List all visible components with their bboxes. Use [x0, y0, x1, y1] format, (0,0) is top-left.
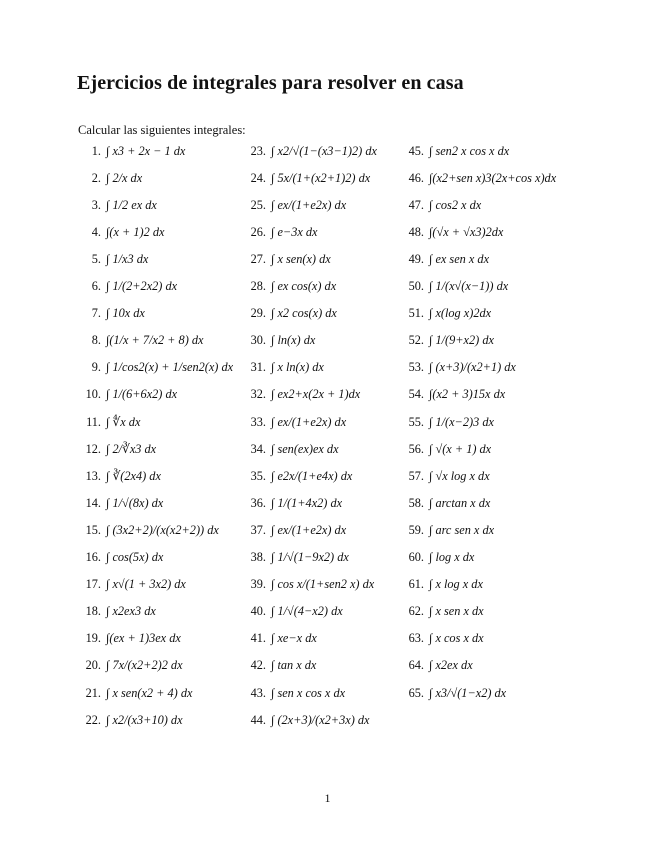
exercise-expression: ∫(ex + 1)3ex dx: [106, 631, 181, 646]
exercise-expression: ∫ x2 cos(x) dx: [271, 306, 337, 321]
exercise-number: 24.: [250, 170, 266, 185]
exercise-item: [244, 248, 331, 270]
exercise-item: [244, 194, 346, 216]
exercise-number: 28.: [250, 279, 266, 293]
exercise-item: [81, 438, 156, 460]
exercise-item: [244, 682, 345, 704]
exercise-expression: ∫ arctan x dx: [429, 495, 491, 510]
exercise-expression: ∫(x + 1)2 dx: [106, 224, 165, 239]
exercise-number: 15.: [85, 522, 101, 537]
exercise-number: 10.: [85, 387, 101, 402]
exercise-number: 52.: [408, 333, 424, 348]
exercise-number: 1.: [91, 143, 101, 158]
exercise-item: [81, 709, 183, 731]
exercise-number: 64.: [408, 658, 424, 673]
exercise-item: [244, 709, 369, 731]
exercise-expression: ∫ x3/√(1−x2) dx: [429, 685, 507, 700]
exercise-item: [404, 167, 556, 189]
exercise-expression: ∫ 1/√(8x) dx: [106, 495, 164, 510]
exercise-item: [81, 248, 148, 270]
exercise-item: [404, 465, 490, 487]
exercise-expression: ∫ (2x+3)/(x2+3x) dx: [271, 712, 370, 727]
exercise-number: 49.: [408, 251, 424, 266]
exercise-number: 25.: [250, 197, 266, 212]
exercise-number: 7.: [91, 306, 101, 321]
exercise-item: [244, 384, 360, 406]
page-title: Ejercicios de integrales para resolver en casa: [77, 72, 464, 94]
exercise-item: [404, 194, 481, 216]
exercise-expression: ∫ cos(5x) dx: [106, 550, 164, 564]
exercise-number: 36.: [250, 495, 266, 510]
exercise-number: 38.: [250, 550, 266, 564]
exercise-item: [244, 492, 342, 514]
exercise-item: [81, 465, 161, 487]
exercise-number: 13.: [85, 468, 101, 483]
exercise-number: 18.: [85, 604, 101, 619]
exercise-item: [244, 574, 374, 596]
exercise-number: 56.: [408, 441, 424, 456]
exercise-expression: ∫ x sen(x) dx: [271, 251, 331, 266]
exercise-number: 8.: [91, 333, 101, 348]
exercise-item: [81, 384, 177, 406]
exercise-item: [404, 492, 490, 514]
exercise-number: 61.: [408, 577, 424, 592]
exercise-item: [81, 628, 181, 650]
exercise-item: [404, 547, 474, 569]
exercise-expression: ∫ x3 + 2x − 1 dx: [106, 143, 186, 158]
exercise-item: [404, 519, 494, 541]
exercise-expression: ∫ √x log x dx: [429, 468, 490, 483]
exercise-number: 35.: [250, 468, 266, 483]
exercise-item: [404, 248, 489, 270]
exercise-expression: ∫ √(x + 1) dx: [429, 441, 492, 456]
exercise-expression: ∫ ln(x) dx: [271, 333, 316, 348]
exercise-number: 5.: [91, 251, 101, 266]
exercise-item: [244, 330, 315, 352]
exercise-number: 62.: [408, 604, 424, 619]
exercise-expression: ∫ sen x cos x dx: [271, 685, 346, 700]
exercise-number: 30.: [250, 333, 266, 348]
exercise-number: 4.: [91, 224, 101, 239]
exercise-expression: ∫ 2/x dx: [106, 170, 143, 185]
exercise-number: 54.: [408, 387, 424, 402]
exercise-number: 44.: [250, 712, 266, 727]
exercise-item: [81, 601, 156, 623]
exercise-item: [81, 547, 163, 569]
exercise-item: [244, 438, 339, 460]
exercise-item: [244, 628, 317, 650]
exercise-number: 41.: [250, 631, 266, 646]
exercise-item: [81, 411, 140, 433]
exercise-expression: ∫ (3x2+2)/(x(x2+2)) dx: [106, 522, 219, 537]
exercise-item: [244, 547, 349, 569]
exercise-number: 3.: [91, 197, 101, 212]
instructions: Calcular las siguientes integrales:: [78, 123, 246, 137]
exercise-expression: ∫ 10x dx: [106, 306, 145, 321]
exercise-expression: ∫ x2/(x3+10) dx: [106, 712, 183, 727]
exercise-number: 46.: [408, 170, 424, 185]
exercise-item: [404, 628, 484, 650]
exercise-number: 9.: [91, 360, 101, 375]
exercise-number: 65.: [408, 685, 424, 700]
exercise-number: 16.: [85, 550, 101, 564]
exercise-number: 57.: [408, 468, 424, 483]
exercise-item: [404, 140, 509, 162]
exercise-number: 22.: [85, 712, 101, 727]
exercise-expression: ∫ x log x dx: [429, 577, 483, 592]
exercise-number: 27.: [250, 251, 266, 266]
exercise-item: [244, 519, 346, 541]
exercise-number: 31.: [250, 360, 266, 375]
exercise-item: [404, 303, 491, 325]
exercise-item: [404, 601, 484, 623]
exercise-expression: ∫ sen2 x cos x dx: [429, 143, 510, 158]
exercise-expression: ∫ xe−x dx: [271, 631, 317, 646]
exercise-item: [404, 411, 494, 433]
exercise-expression: ∫ ex/(1+e2x) dx: [271, 414, 347, 429]
exercise-expression: ∫ x(log x)2dx: [429, 306, 492, 321]
exercise-expression: ∫ x2ex3 dx: [106, 604, 156, 619]
exercise-expression: ∫ sen(ex)ex dx: [271, 441, 339, 456]
exercise-expression: ∫ 1/(6+6x2) dx: [106, 387, 178, 402]
exercise-item: [244, 411, 346, 433]
exercise-expression: ∫(x2 + 3)15x dx: [429, 387, 506, 402]
exercise-expression: ∫ e−3x dx: [271, 224, 318, 239]
exercise-number: 6.: [91, 279, 101, 293]
exercise-number: 2.: [91, 170, 101, 185]
exercise-item: [81, 655, 183, 677]
exercise-item: [404, 682, 506, 704]
exercise-expression: ∫ 1/2 ex dx: [106, 197, 157, 212]
exercise-number: 48.: [408, 224, 424, 239]
exercise-expression: ∫ ex2+x(2x + 1)dx: [271, 387, 361, 402]
exercise-expression: ∫ ∜x dx: [106, 414, 141, 429]
exercise-number: 32.: [250, 387, 266, 402]
exercise-expression: ∫ x√(1 + 3x2) dx: [106, 577, 186, 592]
exercise-number: 23.: [250, 143, 266, 158]
exercise-item: [404, 330, 494, 352]
exercise-number: 63.: [408, 631, 424, 646]
exercise-number: 19.: [85, 631, 101, 646]
exercise-item: [244, 465, 352, 487]
exercise-number: 45.: [408, 143, 424, 158]
exercise-item: [244, 140, 377, 162]
exercise-expression: ∫ 1/(2+2x2) dx: [106, 279, 178, 293]
exercise-number: 17.: [85, 577, 101, 592]
exercise-expression: ∫ x sen x dx: [429, 604, 484, 619]
exercise-expression: ∫ x2ex dx: [429, 658, 473, 673]
exercise-expression: ∫ 1/(x−2)3 dx: [429, 414, 494, 429]
exercise-number: 55.: [408, 414, 424, 429]
exercise-expression: ∫ (x+3)/(x2+1) dx: [429, 360, 516, 375]
exercise-number: 50.: [408, 279, 424, 293]
exercise-expression: ∫ ex cos(x) dx: [271, 279, 337, 293]
exercise-item: [81, 194, 157, 216]
exercise-number: 12.: [85, 441, 101, 456]
exercise-item: [81, 330, 203, 352]
exercise-number: 53.: [408, 360, 424, 375]
exercise-expression: ∫ ex sen x dx: [429, 251, 490, 266]
exercise-expression: ∫ 5x/(1+(x2+1)2) dx: [271, 170, 371, 185]
exercise-expression: ∫ 1/(9+x2) dx: [429, 333, 494, 348]
exercise-item: [81, 682, 192, 704]
exercise-item: [81, 276, 177, 298]
exercise-expression: ∫ e2x/(1+e4x) dx: [271, 468, 353, 483]
exercise-number: 47.: [408, 197, 424, 212]
exercise-item: [404, 655, 473, 677]
exercise-expression: ∫ 1/(1+4x2) dx: [271, 495, 343, 510]
exercise-expression: ∫ 1/cos2(x) + 1/sen2(x) dx: [106, 360, 234, 375]
exercise-expression: ∫(1/x + 7/x2 + 8) dx: [106, 333, 204, 348]
exercise-number: 59.: [408, 522, 424, 537]
exercise-number: 37.: [250, 522, 266, 537]
exercise-item: [81, 574, 186, 596]
exercise-expression: ∫ 1/√(1−9x2) dx: [271, 550, 349, 564]
exercise-number: 21.: [85, 685, 101, 700]
exercise-item: [404, 357, 516, 379]
exercise-expression: ∫ x sen(x2 + 4) dx: [106, 685, 193, 700]
exercise-item: [81, 140, 185, 162]
exercise-item: [81, 519, 219, 541]
exercise-item: [244, 303, 337, 325]
exercise-item: [244, 357, 324, 379]
exercise-expression: ∫ 1/x3 dx: [106, 251, 149, 266]
exercise-expression: ∫ ∛(2x4) dx: [106, 468, 161, 483]
exercise-expression: ∫ cos2 x dx: [429, 197, 482, 212]
exercise-item: [244, 655, 316, 677]
exercise-item: [244, 167, 370, 189]
exercise-item: [244, 601, 343, 623]
exercise-expression: ∫ cos x/(1+sen2 x) dx: [271, 577, 375, 592]
exercise-expression: ∫ ex/(1+e2x) dx: [271, 522, 347, 537]
exercise-item: [404, 438, 491, 460]
exercise-item: [81, 303, 145, 325]
exercise-expression: ∫ 2/∛x3 dx: [106, 441, 157, 456]
exercise-expression: ∫ 1/√(4−x2) dx: [271, 604, 343, 619]
exercise-number: 26.: [250, 224, 266, 239]
exercise-expression: ∫ 7x/(x2+2)2 dx: [106, 658, 183, 673]
exercise-number: 11.: [86, 414, 101, 429]
exercise-number: 20.: [85, 658, 101, 673]
exercise-number: 33.: [250, 414, 266, 429]
exercise-item: [244, 221, 318, 243]
exercise-number: 51.: [408, 306, 424, 321]
exercise-number: 29.: [250, 306, 266, 321]
exercise-item: [404, 574, 483, 596]
exercise-number: 39.: [250, 577, 266, 592]
exercise-expression: ∫(√x + √x3)2dx: [429, 224, 504, 239]
exercise-expression: ∫ log x dx: [429, 550, 475, 564]
exercise-expression: ∫ ex/(1+e2x) dx: [271, 197, 347, 212]
exercise-item: [244, 276, 336, 298]
exercise-number: 58.: [408, 495, 424, 510]
exercise-number: 60.: [408, 550, 424, 564]
exercise-expression: ∫ arc sen x dx: [429, 522, 495, 537]
exercise-item: [81, 221, 164, 243]
exercise-number: 42.: [250, 658, 266, 673]
exercise-item: [81, 167, 142, 189]
exercise-item: [404, 384, 505, 406]
exercise-expression: ∫ x2/√(1−(x3−1)2) dx: [271, 143, 377, 158]
exercise-expression: ∫ tan x dx: [271, 658, 317, 673]
exercise-expression: ∫ x cos x dx: [429, 631, 484, 646]
exercise-item: [404, 276, 508, 298]
exercise-expression: ∫ x ln(x) dx: [271, 360, 324, 375]
exercise-expression: ∫ 1/(x√(x−1)) dx: [429, 279, 509, 293]
exercise-item: [81, 492, 163, 514]
exercise-number: 40.: [250, 604, 266, 619]
page-number: 1: [324, 791, 331, 805]
exercise-number: 14.: [85, 495, 101, 510]
exercise-item: [404, 221, 503, 243]
exercise-expression: ∫(x2+sen x)3(2x+cos x)dx: [429, 170, 557, 185]
exercise-number: 43.: [250, 685, 266, 700]
exercise-number: 34.: [250, 441, 266, 456]
exercise-item: [81, 357, 233, 379]
